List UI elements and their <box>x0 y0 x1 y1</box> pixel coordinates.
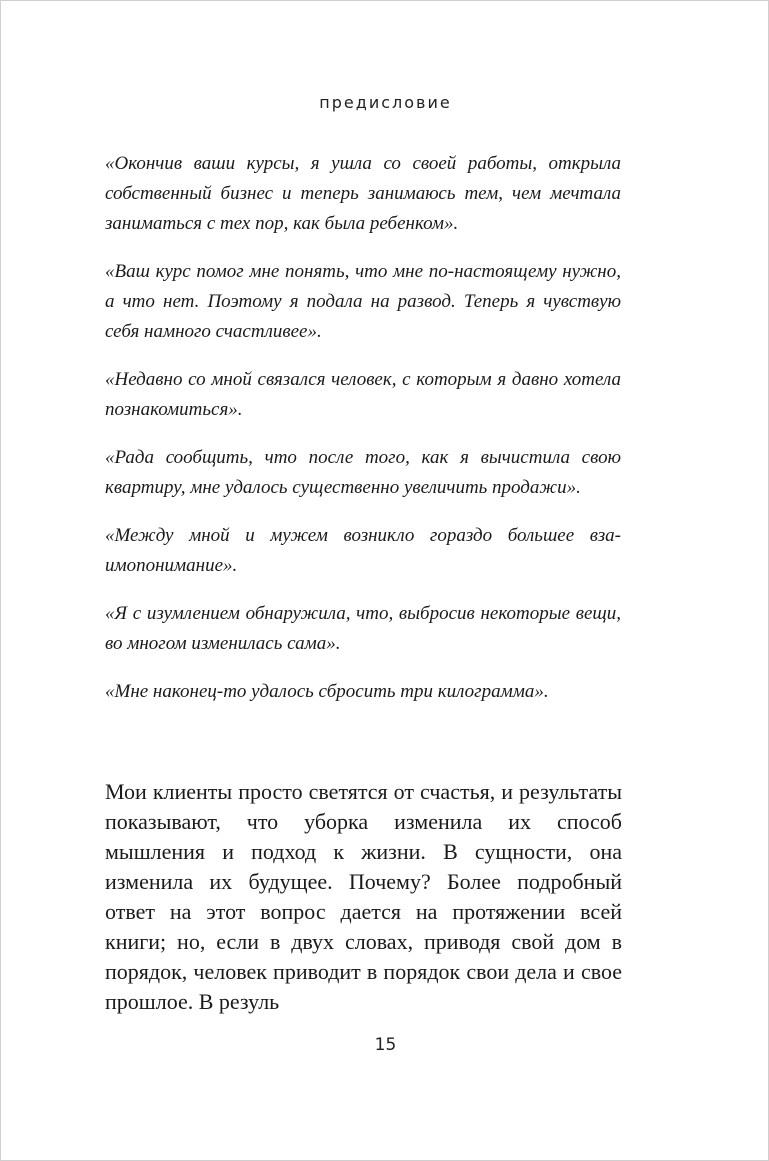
testimonial-quotes <box>105 149 621 725</box>
testimonial-quote: «Недавно со мной связался человек, с которым я давно хотела познакомиться». <box>105 369 621 420</box>
testimonial-quote: «Окончив ваши курсы, я ушла со своей работы, открыла собственный бизнес и теперь занимаюсь тем, чем мечтала заниматься с тех пор, как была ребенком». <box>105 153 621 234</box>
running-head: предисловие <box>319 93 452 112</box>
body-paragraph: Мои клиенты просто светятся от счастья, и результаты показывают, что уборка изменила их способ мышления и подход к жизни. В сущности, она изменила их будущее. Почему? Более подробный ответ на этот вопрос дается на протяжении всей книги; но, если в двух словах, приводя свой дом в порядок, человек приводит в порядок свои дела и свое прошлое. В резуль <box>105 779 622 1014</box>
testimonial-quote: «Я с изумлением обнаружила, что, выбросив некоторые вещи, во многом изменилась сама». <box>105 603 621 654</box>
page-number: 15 <box>374 1035 397 1055</box>
testimonial-quote: «Ваш курс помог мне понять, что мне по-настоящему нужно, а что нет. Поэтому я подала на развод. Теперь я чувствую себя намного счастливее». <box>105 261 621 342</box>
testimonial-quote: «Мне наконец-то удалось сбросить три килограмма». <box>105 681 549 702</box>
testimonial-quote: «Рада сообщить, что после того, как я вычистила свою квартиру, мне удалось существенно увеличить продажи». <box>105 447 621 498</box>
testimonial-quote: «Между мной и мужем возникло гораздо большее взаимопонимание». <box>105 525 621 576</box>
